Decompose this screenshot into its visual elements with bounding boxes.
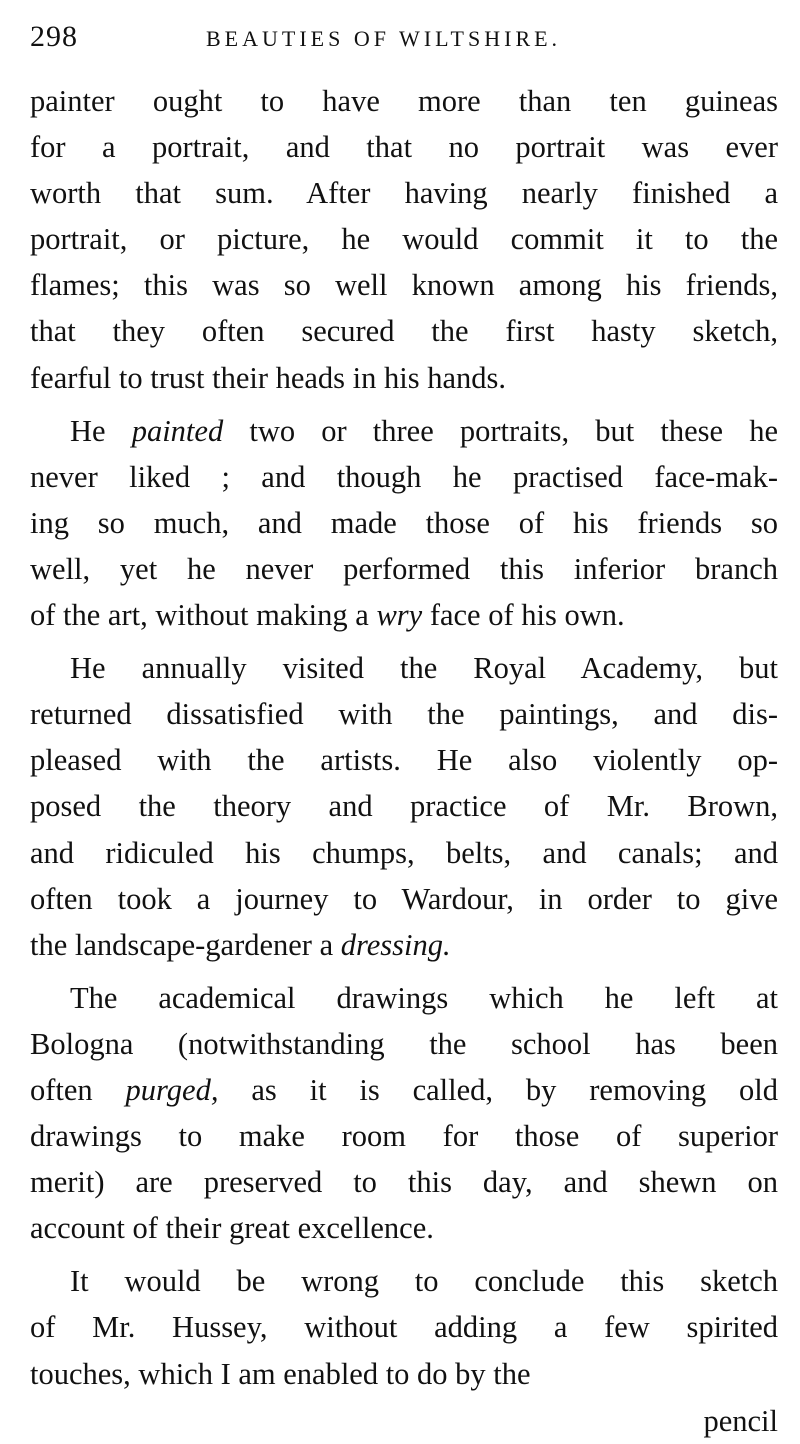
text-line [30,830,778,876]
text-run: posed the theory and practice of Mr. Brown, [30,789,778,824]
text-line [30,355,778,401]
text-run: He [70,413,132,448]
paragraph [30,1258,778,1396]
text-run: flames; this was so well known among his friends, [30,268,778,303]
text-run: often took a journey to Wardour, in order to give [30,881,778,916]
text-run: worth that sum. After having nearly finished a [30,176,778,211]
text-line [30,783,778,829]
text-run: The academical drawings which he left at [70,980,778,1015]
text-run: portrait, or picture, he would commit it to the [30,222,778,257]
text-line [30,1113,778,1159]
text-run: the landscape-gardener a [30,927,341,962]
text-line [30,975,778,1021]
text-run: It would be wrong to conclude this sketch [70,1264,778,1299]
italic-text: purged, [125,1072,219,1107]
text-line [30,922,778,968]
text-run: of the art, without making a [30,598,377,633]
text-line [30,876,778,922]
text-run: touches, which I am enabled to do by the [30,1356,531,1391]
text-run: pleased with the artists. He also violently op- [30,743,778,778]
text-line [30,1067,778,1113]
page-number: 298 [30,20,78,53]
text-run: for a portrait, and that no portrait was ever [30,130,778,165]
text-line [30,737,778,783]
text-line [30,216,778,262]
page-header [30,18,776,58]
text-line [30,1021,778,1067]
catchword: pencil [703,1403,778,1438]
text-run: face of his own. [422,598,625,633]
page-body [30,78,778,1444]
text-line [30,78,778,124]
text-run: and ridiculed his chumps, belts, and canals; and [30,835,778,870]
text-line [30,1205,778,1251]
running-head: BEAUTIES OF WILTSHIRE. [206,26,562,51]
text-run: returned dissatisfied with the paintings, and dis- [30,697,778,732]
text-run: painter ought to have more than ten guineas [30,84,778,118]
text-line [30,124,778,170]
text-run: that they often secured the first hasty sketch, [30,314,778,349]
text-run: often [30,1072,126,1107]
text-line [30,1258,778,1304]
paragraph [30,78,778,401]
paragraph [30,975,778,1252]
text-line [30,645,778,691]
italic-text: dressing. [340,927,451,962]
text-run: ing so much, and made those of his friends so [30,505,778,540]
paragraph [30,408,778,638]
text-line [30,408,778,454]
text-line [30,546,778,592]
text-run: of Mr. Hussey, without adding a few spirited [30,1310,778,1345]
text-run: as it is called, by removing old [218,1072,779,1107]
text-line [30,1304,778,1350]
text-line [30,454,778,500]
italic-text: wry [376,598,423,633]
text-line [30,691,778,737]
paragraph [30,645,778,968]
text-run: merit) are preserved to this day, and shewn on [30,1165,778,1200]
italic-text: painted [131,413,224,448]
text-line [30,1159,778,1205]
text-run: He annually visited the Royal Academy, but [70,651,778,686]
text-run: drawings to make room for those of superior [30,1119,778,1154]
text-line [30,170,778,216]
text-line [30,592,778,638]
text-line [30,262,778,308]
text-run: two or three portraits, but these he [223,413,778,448]
text-run: well, yet he never performed this inferior branch [30,551,778,586]
text-line [30,1351,778,1397]
text-run: never liked ; and though he practised face-mak- [30,459,778,494]
text-line [30,308,778,354]
text-run: Bologna (notwithstanding the school has been [30,1026,778,1061]
text-line [30,500,778,546]
text-run: account of their great excellence. [30,1211,434,1246]
text-run: fearful to trust their heads in his hands. [30,360,507,395]
